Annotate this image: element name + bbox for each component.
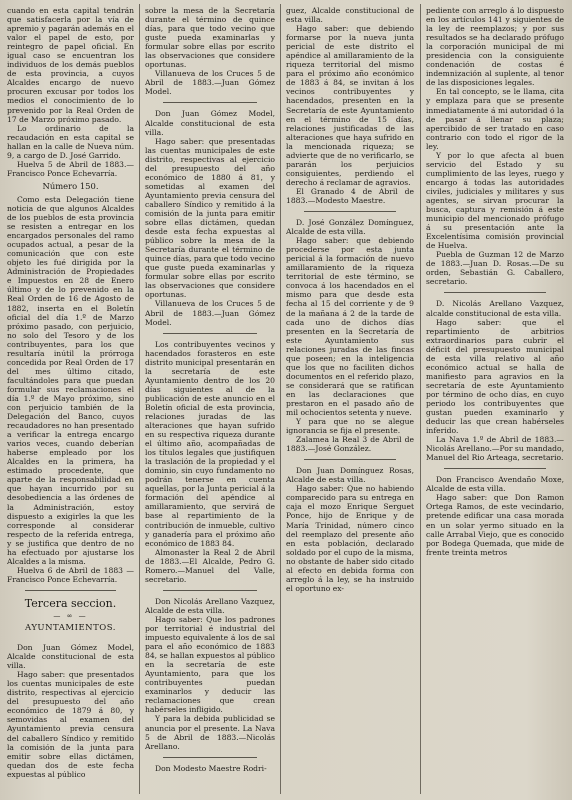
column-rule [420,4,421,794]
paragraph: Hago saber: que debiendo formarse por la nueva junta pericial de este distrito el apéndice al amillaramiento de la riqueza territorial del mismo para el próximo año económico de 1883 á 84, se invitan á los vecinos contribuyentes y hacendados, presenten en la Secretaría de este Ayuntamiento en el término de 15 días, relaciones justificadas de las alteraciones que haya sufrido en la mencionada riqueza; se advierte que de no verificarlo, se pararán los perjuicios consiguientes, perdiendo el derecho á reclamar de agravios. [286,24,414,187]
paragraph: Don Nicolás Arellano Vazquez, Alcalde de esta villa. [145,596,275,615]
paragraph: Hago saber: que debiendo procederse por esta junta pericial á la formación de nuevo amillaramiento de la riqueza territorial de este término, se convoca á los hacendados en el mismo para que desde esta fecha al 15 del corriente y de 9 de la mañana á 2 de la tarde de cada uno de dichos días presenten en la Secretaría de este Ayuntamiento sus relaciones juradas de las fincas que poseen; en la inteligencia que los que no faciliten dichos documentos en el referido plazo, se considerará que se ratifican en las declaraciones que prestaron en el pasado año de mil ochocientos setenta y nueve. [286,236,414,418]
paragraph: Huelva 5 de Abril de 1883.— Francisco Ponce Echevarría. [7,159,134,178]
paragraph: Y para la debida publicidad se anuncia por el presente. La Nava 5 de Abril de 1883.—Nicolás Arellano. [145,714,275,751]
separator-rule [444,468,546,469]
column-2 [145,6,275,794]
column-3 [286,6,414,794]
paragraph: Y por lo que afecta al buen servicio del Estado y su cumplimiento de las leyes, ruego y encargo á todas las autoridades civiles, judiciales y militares y sus agentes, se sirvan procurar la busca, captura y remisión á este municipio del mencionado prófugo á su presentación ante la Excelentísima comisión provincial de Huelva. [426,150,564,251]
paragraph: Villanueva de los Cruces 5 de Abril de 1883.—Juan Gómez Model. [145,69,275,97]
paragraph: Almonaster la Real 2 de Abril de 1883.—El Alcalde, Pedro G. Romero.—Manuel del Valle, secretario. [145,547,275,584]
separator-rule [444,292,546,293]
paragraph: Don Francisco Avendaño Moxe, Alcalde de esta villa. [426,475,564,494]
paragraph: Hago saber: que Don Ramon Ortega Ramos, de este vecindario, pretende edificar una casa morada en un solar yermo situado en la calle Arrabal Viejo, que es conocido por Bodega Quemada, que mide de frente treinta metros [426,493,564,557]
separator-rule [25,590,116,591]
paragraph: La Nava 1.º de Abril de 1883.—Nicolás Arellano.—Por su mandado, Manuel del Rio Arteaga, secretario. [426,435,564,463]
paragraph: D. José González Domínguez, Alcalde de esta villa. [286,218,414,237]
paragraph: D. Nicolás Arellano Vazquez, alcalde constitucional de esta villa. [426,299,564,318]
separator-rule [304,211,396,212]
paragraph: Hago saber: que el repartimiento de arbitrios extraordinarios para cubrir el déficit del presupuesto municipal de esta villa relativo al año económico actual se halla de manifiesto para agravios en la secretaría de este Ayuntamiento por término de ocho días, en cuyo periodo los contribuyentes que gustan pueden examinarlo y deducir las que crean habérseles inferido. [426,317,564,436]
column-4 [426,6,564,794]
paragraph: cuando en esta capital tendrán que satisfacerla por la vía de apremio y pagarán además en el valor el papel de esto, por reintegro de papel oficial. En igual caso se encuentran los individuos de los demás pueblos de esta provincia, a cuyos Alcaldes encargo de nuevo procuren excusar por todos los medios el conocimiento de lo prevenido por la Real Orden de 17 de Marzo próximo pasado. [7,6,134,124]
column-rule [139,4,140,794]
paragraph: Don Modesto Maestre Rodri- [155,763,267,773]
section-title: Tercera seccion. [24,596,117,610]
paragraph: Hago saber: Que no habiendo comparecido para su entrega en caja el mozo Enrique Serguet Ponce, hijo de Enrique y de María Trinidad, número cinco del reemplazo del presente año en esta población, declarado soldado por el cupo de la misma, no obstante de haber sido citado al efecto en debida forma con arreglo á la ley, se ha instruido el oportuno ex- [286,484,414,593]
separator-rule [163,590,257,591]
separator-rule [304,459,396,460]
paragraph: Huelva 6 de Abril de 1883 — Francisco Ponce Echevarría. [7,565,134,584]
paragraph: guez, Alcalde constitucional de esta villa. [286,6,414,25]
paragraph: Hago saber: que presentadas las cuentas municipales de este distrito, respectivas al ejercicio del presupuesto del año económico de 1880 á 81, y sometidas al examen del Ayuntamiento previa censura del caballero Síndico y remitido á la comisión de la junta para emitir sobre ellas dictámen, quedan desde esta fecha expuestas al público sobre la mesa de la Secretaría durante el término de quince días, para que todo vecino que guste pueda examinarlas y formular sobre ellas por escrito las observaciones que considere oportunas. [145,136,275,300]
paragraph: sobre la mesa de la Secretaría durante el término de quince días, para que todo vecino que guste pueda examinarlas y formular sobre ellas por escrito las observaciones que considere oportunas. [145,6,275,70]
paragraph: Villanueva de los Cruces 5 de Abril de 1883.—Juan Gómez Model. [145,299,275,327]
paragraph: Zalamea la Real 3 de Abril de 1883.—José González. [286,435,414,454]
separator-rule [163,757,257,758]
column-rule [280,4,281,794]
paragraph: Como esta Delegación tiene noticia de que algunos Alcaldes de los pueblos de esta provincia se resisten a entregar en los encargados personales del ramo ocupados actual, a pesar de la comunicación que con este objeto les fué dirigida por la Administración de Propiedades e Impuestos en 28 de Enero último y de lo prevenido en la Real Orden de 16 de Agosto de 1882, inserta en el Boletín oficial del día 1.º de Marzo próximo pasado, con perjuicio, no solo del Tesoro y de los contribuyentes, para los que resultaría inútil la prórroga concedida por Real Orden de 17 del mes último citado, facultándoles para que puedan formular sus reclamaciones el día 1.º de Mayo próximo, sino con perjuicio también de la Delegación del Banco, cuyos recaudadores no han presentado a verificar la entrega encargo varios veces, cuando deberían haberse empleado por los Alcaldes en la primera, ha estimado procedente, que aparte de la responsabilidad en que hayan incurrido por su desobediencia a las órdenes de la Administración, estoy dispuesto a exigirles la que les corresponde al considerar respecto de la referida entrega, y se justifica que dentro de no ha efectuado por ajustarse los Alcaldes a la misma. [7,194,134,566]
ornament: — ∞ — [53,611,88,620]
notice-number: Número 150. [42,180,99,191]
separator-rule [163,102,257,103]
paragraph: Y para que no se alegue ignorancia se fija el presente. [286,417,414,436]
paragraph: Hago saber: Que los padrones por territorial é industrial del impuesto equivalente á los de sal para el año económico de 1883 84, se hallan expuestos al público en la secretaría de este Ayuntamiento, para que los contribuyentes puedan examinarlos y deducir las reclamaciones que crean habérseles infligido. [145,614,275,715]
paragraph: En tal concepto, se le llama, cita y emplaza para que se presente inmediatamente á mi autoridad ó la de pasar á llenar su plaza; apercibido de ser tratado en caso contrario con todo el rigor de la ley. [426,87,564,151]
column-1 [7,6,134,794]
paragraph: Lo ordinario de la recaudación en esta capital se hallan en la calle de Nueva núm. 9, a cargo de D. José Garrido. [7,123,134,160]
separator-rule [163,333,257,334]
paragraph: pediente con arreglo á lo dispuesto en los artículos 141 y siguientes de la ley de reemplazos; y por sus resultados se ha declarado prófugo la corporación municipal de mi presidencia con la consiguiente condenación de costas é indemnización al suplente, al tenor de las disposiciones legales. [426,6,564,88]
paragraph: Don Juan Gómez Model, Alcalde constitucional de esta villa. [7,643,134,671]
paragraph: Hago saber: que presentados los cuentas municipales de este distrito, respectivas al ejercicio del presupuesto del año económico de 1879 á 80, y semovidas al examen del Ayuntamiento previa censura del caballero Síndico y remitido la comisión de la junta para emitir sobre ellas dictámen, quedan dos de este fecha expuestas al público [7,670,134,779]
paragraph: Don Juan Domínguez Rosas, Alcalde de esta villa. [286,466,414,485]
paragraph: El Granado 4 de Abril de 1883.—Modesto Maestre. [286,186,414,205]
paragraph: Puebla de Guzman 12 de Marzo de 1883.—Juan D. Rosas.—De su orden, Sebastián G. Caballero, secretario. [426,250,564,287]
paragraph: Don Juan Gómez Model, Alcalde constitucional de esta villa. [145,109,275,137]
subsection-title: AYUNTAMIENTOS. [25,623,116,633]
paragraph: Los contribuyentes vecinos y hacendados forasteros en este distrito municipal presentarán en la secretaría de este Ayuntamiento dentro de los 20 días siguientes al de la publicación de este anuncio en el Boletín oficial de esta provincia, relaciones juradas de las alteraciones que hayan sufrido en su respectiva riqueza durante el último año, acompañadas de los títulos legales que justifiquen la traslación de la propiedad y el dominio, sin cuyo fundamento no podrán tenerse en cuenta aquellas, por la Junta pericial á la formación del apéndice al amillaramiento, que servirá de base al repartimiento de la contribución de inmueble, cultivo y ganadería para el próximo año económico de 1883 84. [145,339,275,548]
